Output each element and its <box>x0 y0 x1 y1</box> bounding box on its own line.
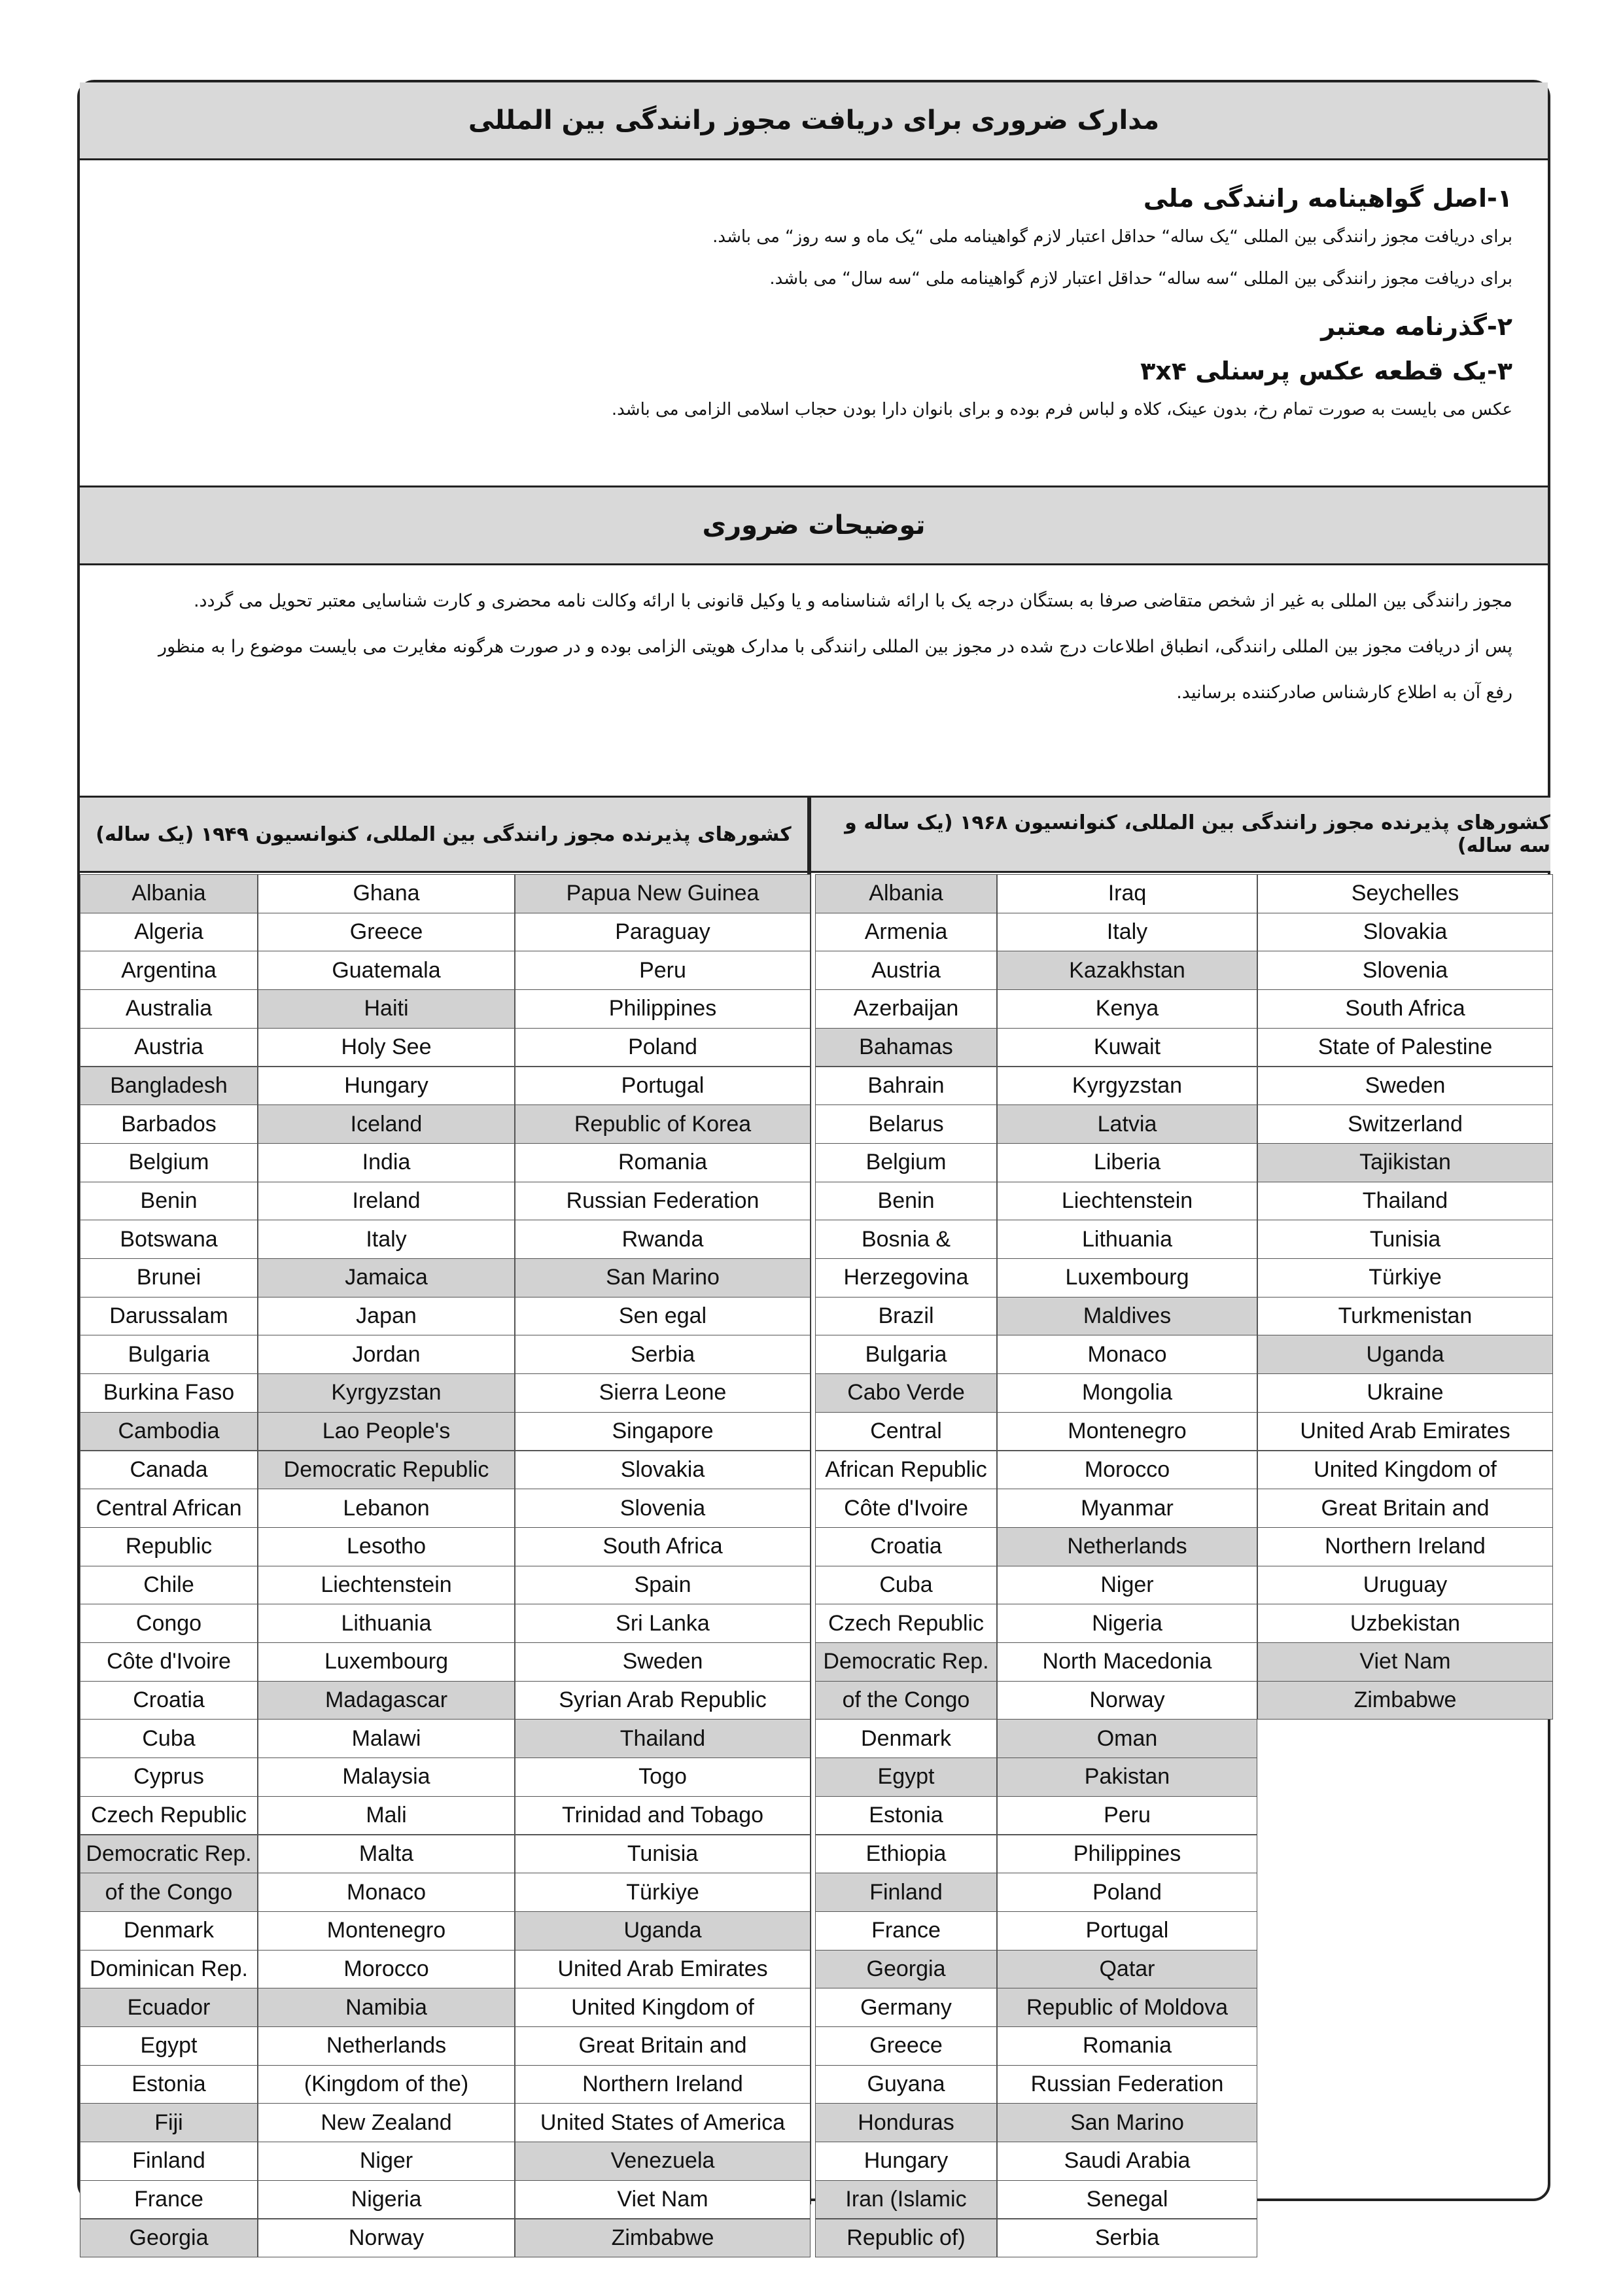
country-cell: Egypt <box>815 1757 997 1797</box>
country-cell: Benin <box>80 1182 258 1221</box>
country-cell: Belgium <box>80 1143 258 1182</box>
country-cell: Montenegro <box>997 1412 1257 1451</box>
country-cell: Paraguay <box>515 913 811 952</box>
country-cell: Zimbabwe <box>515 2219 811 2258</box>
country-cell: Dominican Rep. <box>80 1950 258 1989</box>
country-cell: Sweden <box>515 1642 811 1682</box>
country-cell: Japan <box>258 1297 515 1336</box>
country-cell: France <box>80 2180 258 2219</box>
country-cell: Argentina <box>80 951 258 990</box>
country-cell: Liechtenstein <box>258 1566 515 1605</box>
country-cell: Sierra Leone <box>515 1373 811 1413</box>
country-cell: Russian Federation <box>515 1182 811 1221</box>
country-cell: Great Britain and <box>1257 1489 1553 1528</box>
country-cell: United Kingdom of <box>1257 1451 1553 1490</box>
country-cell: Tajikistan <box>1257 1143 1553 1182</box>
country-cell: Slovenia <box>515 1489 811 1528</box>
country-cell: Democratic Republic <box>258 1451 515 1490</box>
country-cell: Republic of Moldova <box>997 1988 1257 2027</box>
country-cell: Luxembourg <box>258 1642 515 1682</box>
country-cell: Netherlands <box>997 1527 1257 1566</box>
country-cell: Canada <box>80 1451 258 1490</box>
country-cell: Azerbaijan <box>815 989 997 1029</box>
country-cell: Madagascar <box>258 1681 515 1720</box>
country-cell: Austria <box>80 1028 258 1067</box>
country-cell: Portugal <box>515 1067 811 1106</box>
notes-title: توضیحات ضروری <box>80 486 1548 565</box>
country-cell: Kyrgyzstan <box>258 1373 515 1413</box>
notes-line-1: مجوز رانندگی بین المللی به غیر از شخص متقاضی صرفا به بستگان درجه یک با ارائه شناسنامه و یا وکیل قانونی با ارائه وکالت نامه محضری و کارت شناسایی معتبر تحویل می گردد. <box>193 591 1512 611</box>
country-cell: Jordan <box>258 1335 515 1374</box>
country-cell: Côte d'Ivoire <box>80 1642 258 1682</box>
country-cell: Fiji <box>80 2103 258 2142</box>
requirements-section <box>115 181 1512 431</box>
country-cell: Finland <box>815 1873 997 1912</box>
country-cell: Singapore <box>515 1412 811 1451</box>
country-cell: Slovakia <box>515 1451 811 1490</box>
country-cell: Australia <box>80 989 258 1029</box>
country-cell: Viet Nam <box>1257 1642 1553 1682</box>
country-cell: Democratic Rep. <box>80 1835 258 1874</box>
country-cell: Democratic Rep. <box>815 1642 997 1682</box>
country-cell: Lao People's <box>258 1412 515 1451</box>
country-cell: Sweden <box>1257 1067 1553 1106</box>
country-cell: Republic of) <box>815 2219 997 2258</box>
country-cell: Slovakia <box>1257 913 1553 952</box>
country-cell: Switzerland <box>1257 1104 1553 1144</box>
country-cell: Philippines <box>997 1835 1257 1874</box>
country-cell: Uganda <box>515 1911 811 1951</box>
country-cell: Malta <box>258 1835 515 1874</box>
country-cell: Uzbekistan <box>1257 1604 1553 1643</box>
country-cell: Algeria <box>80 913 258 952</box>
country-cell: Greece <box>815 2026 997 2066</box>
country-cell: Peru <box>997 1796 1257 1835</box>
country-cell: Estonia <box>815 1796 997 1835</box>
country-cell: Myanmar <box>997 1489 1257 1528</box>
country-cell: Haiti <box>258 989 515 1029</box>
country-cell: Guatemala <box>258 951 515 990</box>
country-cell: Guyana <box>815 2065 997 2104</box>
country-cell: Croatia <box>815 1527 997 1566</box>
country-cell: Botswana <box>80 1220 258 1259</box>
country-cell: France <box>815 1911 997 1951</box>
country-cell: Chile <box>80 1566 258 1605</box>
country-cell: Saudi Arabia <box>997 2142 1257 2181</box>
country-cell: Venezuela <box>515 2142 811 2181</box>
country-cell: Malaysia <box>258 1757 515 1797</box>
country-cell: Cabo Verde <box>815 1373 997 1413</box>
country-cell: Republic of Korea <box>515 1104 811 1144</box>
country-cell: Italy <box>258 1220 515 1259</box>
country-cell: Iran (Islamic <box>815 2180 997 2219</box>
country-cell: San Marino <box>997 2103 1257 2142</box>
country-cell: Ecuador <box>80 1988 258 2027</box>
country-cell: Senegal <box>997 2180 1257 2219</box>
country-cell: Ukraine <box>1257 1373 1553 1413</box>
country-cell: Holy See <box>258 1028 515 1067</box>
country-cell: Qatar <box>997 1950 1257 1989</box>
country-cell: Oman <box>997 1719 1257 1758</box>
country-cell: Congo <box>80 1604 258 1643</box>
country-cell: South Africa <box>1257 989 1553 1029</box>
country-cell: Pakistan <box>997 1757 1257 1797</box>
country-cell: Rwanda <box>515 1220 811 1259</box>
country-cell: Mongolia <box>997 1373 1257 1413</box>
country-cell: Russian Federation <box>997 2065 1257 2104</box>
country-cell: Kazakhstan <box>997 951 1257 990</box>
country-cell: Burkina Faso <box>80 1373 258 1413</box>
country-cell: Niger <box>258 2142 515 2181</box>
country-cell: Ireland <box>258 1182 515 1221</box>
country-cell: Monaco <box>997 1335 1257 1374</box>
country-cell: Greece <box>258 913 515 952</box>
country-cell: Viet Nam <box>515 2180 811 2219</box>
country-cell: Lithuania <box>997 1220 1257 1259</box>
country-cell: Czech Republic <box>815 1604 997 1643</box>
country-cell: Cambodia <box>80 1412 258 1451</box>
requirement-3-line-1: عکس می بایست به صورت تمام رخ، بدون عینک، کلاه و لباس فرم بوده و برای بانوان دارا بودن حجاب اسلامی الزامی می باشد. <box>611 400 1512 419</box>
country-cell: New Zealand <box>258 2103 515 2142</box>
country-cell: South Africa <box>515 1527 811 1566</box>
country-cell: Türkiye <box>515 1873 811 1912</box>
country-cell: Philippines <box>515 989 811 1029</box>
country-cell: Norway <box>997 1681 1257 1720</box>
country-cell: Poland <box>997 1873 1257 1912</box>
country-cell: Georgia <box>80 2219 258 2258</box>
country-cell: Kenya <box>997 989 1257 1029</box>
country-cell: Brunei <box>80 1258 258 1298</box>
country-cell: North Macedonia <box>997 1642 1257 1682</box>
country-cell: Lesotho <box>258 1527 515 1566</box>
country-cell: Cuba <box>80 1719 258 1758</box>
country-cell: Türkiye <box>1257 1258 1553 1298</box>
country-cell: Papua New Guinea <box>515 874 811 913</box>
country-cell: Italy <box>997 913 1257 952</box>
country-cell: Morocco <box>997 1451 1257 1490</box>
country-cell: Bangladesh <box>80 1067 258 1106</box>
country-cell: Ghana <box>258 874 515 913</box>
country-cell: Republic <box>80 1527 258 1566</box>
country-cell: Lithuania <box>258 1604 515 1643</box>
country-cell: Sri Lanka <box>515 1604 811 1643</box>
country-cell: United States of America <box>515 2103 811 2142</box>
country-cell: Kyrgyzstan <box>997 1067 1257 1106</box>
country-cell: Cyprus <box>80 1757 258 1797</box>
country-cell: Northern Ireland <box>1257 1527 1553 1566</box>
country-cell: Zimbabwe <box>1257 1681 1553 1720</box>
notes-line-3: رفع آن به اطلاع کارشناس صادرکننده برسانید. <box>1176 682 1512 703</box>
country-cell: Trinidad and Tobago <box>515 1796 811 1835</box>
country-cell: Latvia <box>997 1104 1257 1144</box>
country-cell: United Arab Emirates <box>1257 1412 1553 1451</box>
country-cell: Ethiopia <box>815 1835 997 1874</box>
country-cell: Romania <box>515 1143 811 1182</box>
country-cell: Namibia <box>258 1988 515 2027</box>
country-cell: Nigeria <box>258 2180 515 2219</box>
country-cell: Great Britain and <box>515 2026 811 2066</box>
country-cell: (Kingdom of the) <box>258 2065 515 2104</box>
country-cell: Northern Ireland <box>515 2065 811 2104</box>
country-cell: Herzegovina <box>815 1258 997 1298</box>
requirement-1-title: ۱-اصل گواهینامه رانندگی ملی <box>1143 184 1512 213</box>
country-cell: Central African <box>80 1489 258 1528</box>
country-cell: Liechtenstein <box>997 1182 1257 1221</box>
country-cell: Iraq <box>997 874 1257 913</box>
country-cell: Belgium <box>815 1143 997 1182</box>
country-cell: Norway <box>258 2219 515 2258</box>
country-cell: Luxembourg <box>997 1258 1257 1298</box>
country-cell: Netherlands <box>258 2026 515 2066</box>
country-cell: Malawi <box>258 1719 515 1758</box>
country-cell: State of Palestine <box>1257 1028 1553 1067</box>
country-cell: Albania <box>80 874 258 913</box>
country-cell: Albania <box>815 874 997 913</box>
country-cell: Darussalam <box>80 1297 258 1336</box>
country-cell: Uganda <box>1257 1335 1553 1374</box>
country-cell: United Arab Emirates <box>515 1950 811 1989</box>
country-cell: Maldives <box>997 1297 1257 1336</box>
country-cell: Georgia <box>815 1950 997 1989</box>
country-cell: Togo <box>515 1757 811 1797</box>
country-cell: Croatia <box>80 1681 258 1720</box>
notes-section <box>115 578 1512 788</box>
table-1968-title: کشورهای پذیرنده مجوز رانندگی بین المللی، کنوانسیون ۱۹۶۸ (یک ساله و سه ساله) <box>811 798 1550 873</box>
country-cell: Uruguay <box>1257 1566 1553 1605</box>
country-cell: Monaco <box>258 1873 515 1912</box>
country-cell: Czech Republic <box>80 1796 258 1835</box>
country-cell: Denmark <box>815 1719 997 1758</box>
country-cell: Niger <box>997 1566 1257 1605</box>
country-cell: Hungary <box>258 1067 515 1106</box>
requirement-3-title: ۳-یک قطعه عکس پرسنلی ۳x۴ <box>1140 357 1512 385</box>
country-cell: Austria <box>815 951 997 990</box>
country-cell: Serbia <box>997 2219 1257 2258</box>
country-cell: Denmark <box>80 1911 258 1951</box>
requirement-1-line-2: برای دریافت مجوز رانندگی بین المللی “سه ساله“ حداقل اعتبار لازم گواهینامه ملی “سه سال“ می باشد. <box>769 269 1512 289</box>
country-cell: Hungary <box>815 2142 997 2181</box>
country-cell: Honduras <box>815 2103 997 2142</box>
country-cell: United Kingdom of <box>515 1988 811 2027</box>
requirement-2-title: ۲-گذرنامه معتبر <box>1321 312 1512 341</box>
country-cell: Sen egal <box>515 1297 811 1336</box>
country-cell: Syrian Arab Republic <box>515 1681 811 1720</box>
country-cell: Jamaica <box>258 1258 515 1298</box>
country-cell: Romania <box>997 2026 1257 2066</box>
country-cell: Portugal <box>997 1911 1257 1951</box>
country-cell: Poland <box>515 1028 811 1067</box>
country-cell: Côte d'Ivoire <box>815 1489 997 1528</box>
country-cell: Estonia <box>80 2065 258 2104</box>
country-cell: of the Congo <box>815 1681 997 1720</box>
country-cell: India <box>258 1143 515 1182</box>
country-cell: Seychelles <box>1257 874 1553 913</box>
country-cell: Tunisia <box>1257 1220 1553 1259</box>
country-cell: Thailand <box>515 1719 811 1758</box>
country-cell: Germany <box>815 1988 997 2027</box>
country-cell: Bahamas <box>815 1028 997 1067</box>
country-cell: Belarus <box>815 1104 997 1144</box>
notes-line-2: پس از دریافت مجوز بین المللی رانندگی، انطباق اطلاعات درج شده در مجوز بین المللی رانندگی با مدارک هویتی الزامی بوده و در صورت هرگونه مغایرت می بایست موضوع را به منظور <box>158 637 1512 657</box>
country-cell: Finland <box>80 2142 258 2181</box>
country-cell: Nigeria <box>997 1604 1257 1643</box>
country-cell: Lebanon <box>258 1489 515 1528</box>
header-title: مدارک ضروری برای دریافت مجوز رانندگی بین المللی <box>80 82 1548 160</box>
country-cell: Cuba <box>815 1566 997 1605</box>
country-cell: Slovenia <box>1257 951 1553 990</box>
country-cell: Bulgaria <box>815 1335 997 1374</box>
country-cell: Mali <box>258 1796 515 1835</box>
country-cell: Benin <box>815 1182 997 1221</box>
country-cell: Montenegro <box>258 1911 515 1951</box>
country-cell: Bosnia & <box>815 1220 997 1259</box>
country-cell: Brazil <box>815 1297 997 1336</box>
country-cell: Iceland <box>258 1104 515 1144</box>
country-cell: Bulgaria <box>80 1335 258 1374</box>
country-cell: Liberia <box>997 1143 1257 1182</box>
country-cell: of the Congo <box>80 1873 258 1912</box>
requirement-1-line-1: برای دریافت مجوز رانندگی بین المللی “یک ساله“ حداقل اعتبار لازم گواهینامه ملی “یک ماه و سه روز“ می باشد. <box>712 227 1512 247</box>
country-cell: Thailand <box>1257 1182 1553 1221</box>
table-1949-title: کشورهای پذیرنده مجوز رانندگی بین المللی، کنوانسیون ۱۹۴۹ (یک ساله) <box>80 798 807 873</box>
country-cell: Barbados <box>80 1104 258 1144</box>
country-cell: Morocco <box>258 1950 515 1989</box>
country-cell: Kuwait <box>997 1028 1257 1067</box>
country-cell: Central <box>815 1412 997 1451</box>
country-cell: Tunisia <box>515 1835 811 1874</box>
country-cell: Egypt <box>80 2026 258 2066</box>
country-cell: African Republic <box>815 1451 997 1490</box>
country-cell: Peru <box>515 951 811 990</box>
document-frame <box>77 80 1550 2250</box>
country-cell: Serbia <box>515 1335 811 1374</box>
country-cell: San Marino <box>515 1258 811 1298</box>
country-cell: Bahrain <box>815 1067 997 1106</box>
country-cell: Armenia <box>815 913 997 952</box>
country-cell: Turkmenistan <box>1257 1297 1553 1336</box>
country-cell: Spain <box>515 1566 811 1605</box>
